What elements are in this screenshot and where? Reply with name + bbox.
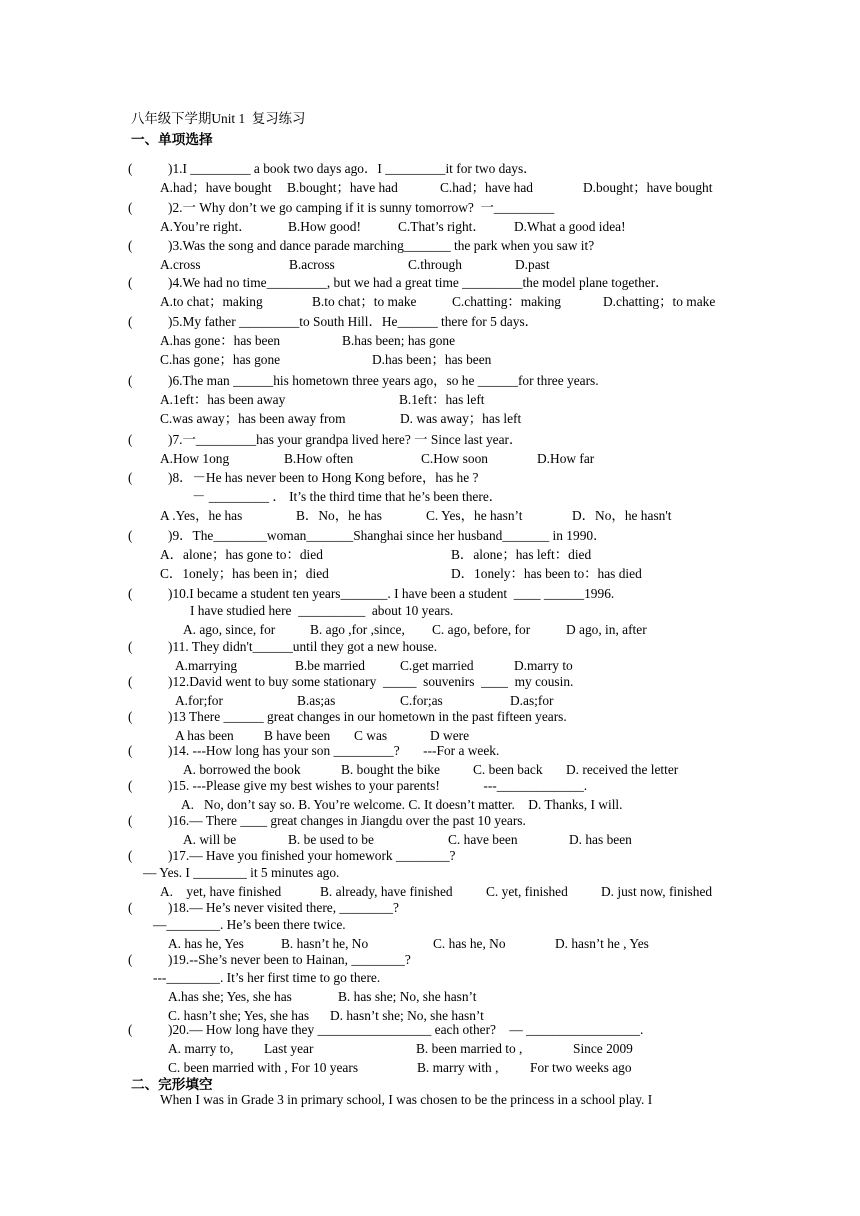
question-stem: )2.一 Why don’t we go camping if it is sunny tomorrow? 一_________ — [168, 200, 555, 215]
worksheet-title: 八年级下学期Unit 1 复习练习 — [131, 111, 306, 126]
answer-option: A. ago, since, for — [183, 622, 276, 637]
answer-option: A.marrying — [175, 658, 238, 673]
answer-option: B. be used to be — [288, 832, 374, 847]
question-subline: － _________ ． It’s the third time that he’s been there． — [192, 489, 503, 504]
question-subline: I have studied here __________ about 10 years. — [190, 603, 454, 618]
answer-blank-paren: ( — [128, 778, 133, 793]
answer-option: Last year — [264, 1041, 314, 1056]
answer-option: B. ago ,for ,since, — [310, 622, 405, 637]
cloze-passage-first-line: When I was in Grade 3 in primary school, I was chosen to be the princess in a school play. I — [160, 1092, 653, 1107]
answer-option: D.chatting；to make — [603, 294, 716, 309]
answer-option: D.past — [515, 257, 550, 272]
question-stem: )7.一_________has your grandpa lived here? 一 Since last year． — [168, 432, 523, 447]
answer-option: D. has been — [569, 832, 632, 847]
answer-option: A. has he, Yes — [168, 936, 244, 951]
answer-option: C. Yes，he hasn’t — [426, 508, 523, 523]
answer-option: A.has she; Yes, she has — [168, 989, 292, 1004]
answer-option: C.How soon — [421, 451, 488, 466]
answer-option: A.had；have bought — [160, 180, 272, 195]
question-stem: )19.--She’s never been to Hainan, ________? — [168, 952, 411, 967]
question-3 — [128, 237, 594, 255]
question-stem: )3.Was the song and dance parade marching_______ the park when you saw it? — [168, 238, 595, 253]
question-11 — [128, 638, 437, 656]
answer-option: D.has been；has been — [372, 352, 492, 367]
question-1 — [128, 160, 537, 178]
question-19 — [128, 951, 411, 969]
answer-blank-paren: ( — [128, 709, 133, 724]
answer-option: A has been — [175, 728, 234, 743]
question-stem: )8．－He has never been to Hong Kong before，has he ? — [168, 470, 479, 485]
answer-option: D were — [430, 728, 470, 743]
option-line — [160, 179, 860, 197]
answer-option: B.How good! — [288, 219, 361, 234]
answer-option: C. been married with , For 10 years — [168, 1060, 359, 1075]
answer-option: B.across — [289, 257, 335, 272]
question-5 — [128, 313, 538, 331]
answer-option: D.bought；have bought — [583, 180, 713, 195]
answer-option: D．1onely：has been to：has died — [451, 566, 642, 581]
answer-option: B. already, have finished — [320, 884, 453, 899]
question-stem: )12.David went to buy some stationary _____ souvenirs ____ my cousin. — [168, 674, 574, 689]
answer-blank-paren: ( — [128, 848, 133, 863]
answer-option: A．alone；has gone to：died — [160, 547, 323, 562]
question-stem: )15. ---Please give my best wishes to your parents! ---_____________. — [168, 778, 588, 793]
answer-option: C.was away；has been away from — [160, 411, 346, 426]
question-subline: ---________. It’s her first time to go there. — [153, 970, 381, 985]
question-8 — [128, 469, 479, 487]
option-line — [160, 507, 860, 525]
answer-option: B.bought；have had — [287, 180, 398, 195]
answer-option: D.marry to — [514, 658, 573, 673]
answer-option: C.for;as — [400, 693, 443, 708]
answer-option: A.You’re right． — [160, 219, 252, 234]
answer-option: D．No，he hasn't — [572, 508, 672, 523]
answer-option: A.to chat；making — [160, 294, 263, 309]
answer-blank-paren: ( — [128, 743, 133, 758]
answer-option: D ago, in, after — [566, 622, 647, 637]
answer-option: C. yet, finished — [486, 884, 568, 899]
answer-option: A.1eft：has been away — [160, 392, 286, 407]
answer-option: D. hasn’t he , Yes — [555, 936, 649, 951]
option-line — [160, 293, 860, 311]
answer-option: C.has gone；has gone — [160, 352, 281, 367]
answer-option: Since 2009 — [573, 1041, 633, 1056]
answer-option: A. marry to, — [168, 1041, 234, 1056]
answer-option: D.as;for — [510, 693, 554, 708]
question-stem: )13 There ______ great changes in our hometown in the past fifteen years. — [168, 709, 567, 724]
answer-blank-paren: ( — [128, 1022, 133, 1037]
question-20 — [128, 1021, 643, 1039]
answer-option: C was — [354, 728, 388, 743]
answer-option: A. borrowed the book — [183, 762, 301, 777]
answer-option: A.How 1ong — [160, 451, 230, 466]
answer-blank-paren: ( — [128, 161, 133, 176]
answer-option: A .Yes，he has — [160, 508, 243, 523]
question-9 — [128, 527, 606, 545]
question-stem: )11. They didn't______until they got a new house. — [168, 639, 438, 654]
question-18 — [128, 899, 399, 917]
answer-blank-paren: ( — [128, 373, 133, 388]
question-13 — [128, 708, 567, 726]
option-line — [160, 218, 860, 236]
question-stem: )16.— There ____ great changes in Jiangdu over the past 10 years. — [168, 813, 526, 828]
answer-blank-paren: ( — [128, 900, 133, 915]
answer-option: C.chatting：making — [452, 294, 561, 309]
question-2 — [128, 199, 554, 217]
answer-option: B.How often — [284, 451, 354, 466]
option-line — [160, 351, 860, 369]
answer-option: C. been back — [473, 762, 543, 777]
question-14 — [128, 742, 499, 760]
answer-option: B．alone；has left：died — [451, 547, 592, 562]
answer-option: A. will be — [183, 832, 237, 847]
option-line — [160, 546, 860, 564]
question-4 — [128, 274, 669, 292]
option-line — [160, 256, 860, 274]
answer-option: C.get married — [400, 658, 474, 673]
answer-option: A.cross — [160, 257, 201, 272]
answer-blank-paren: ( — [128, 813, 133, 828]
answer-option: C.through — [408, 257, 462, 272]
answer-option: B have been — [264, 728, 331, 743]
section-heading-cloze: 二、完形填空 — [131, 1077, 213, 1092]
question-7 — [128, 431, 522, 449]
answer-option: B.1eft：has left — [399, 392, 485, 407]
answer-option: D. just now, finished — [601, 884, 713, 899]
answer-option: D. received the letter — [566, 762, 679, 777]
answer-option: A.for;for — [175, 693, 223, 708]
answer-option: B. marry with , — [417, 1060, 499, 1075]
answer-option: For two weeks ago — [530, 1060, 632, 1075]
answer-option: B.to chat；to make — [312, 294, 417, 309]
answer-option: A. No, don’t say so. B. You’re welcome. C. It doesn’t matter. D. Thanks, I will. — [181, 797, 623, 812]
question-subline: — Yes. I ________ it 5 minutes ago. — [143, 865, 340, 880]
question-stem: )1.I _________ a book two days ago．I _________it for two days． — [168, 161, 537, 176]
question-16 — [128, 812, 526, 830]
answer-option: D. hasn’t she; No, she hasn’t — [330, 1008, 484, 1023]
answer-blank-paren: ( — [128, 432, 133, 447]
question-stem: )5.My father _________to South Hill．He______ there for 5 days． — [168, 314, 539, 329]
option-line — [160, 391, 860, 409]
answer-option: A. yet, have finished — [160, 884, 282, 899]
answer-blank-paren: ( — [128, 275, 133, 290]
answer-blank-paren: ( — [128, 586, 133, 601]
answer-blank-paren: ( — [128, 238, 133, 253]
answer-option: C.That’s right． — [398, 219, 486, 234]
answer-option: B. been married to , — [416, 1041, 523, 1056]
answer-option: B.has been; has gone — [342, 333, 456, 348]
question-stem: )10.I became a student ten years_______. I have been a student ____ ______1996. — [168, 586, 615, 601]
question-stem: )20.— How long have they _________________ each other? — _________________. — [168, 1022, 644, 1037]
answer-option: C. ago, before, for — [432, 622, 531, 637]
answer-blank-paren: ( — [128, 200, 133, 215]
answer-option: C. have been — [448, 832, 518, 847]
answer-blank-paren: ( — [128, 639, 133, 654]
question-stem: )4.We had no time_________, but we had a great time _________the model plane together． — [168, 275, 669, 290]
answer-option: B．No，he has — [296, 508, 382, 523]
question-12 — [128, 673, 573, 691]
answer-option: B.as;as — [297, 693, 336, 708]
answer-blank-paren: ( — [128, 470, 133, 485]
question-stem: )9．The________woman_______Shanghai since her husband_______ in 1990． — [168, 528, 607, 543]
answer-option: B. hasn’t he, No — [281, 936, 369, 951]
answer-option: C.had；have had — [440, 180, 533, 195]
answer-option: D.What a good idea! — [514, 219, 626, 234]
question-15 — [128, 777, 587, 795]
option-line — [183, 621, 860, 639]
question-stem: )6.The man ______his hometown three years ago，so he ______for three years. — [168, 373, 599, 388]
answer-option: B.be married — [295, 658, 365, 673]
question-stem: )18.— He’s never visited there, ________? — [168, 900, 399, 915]
question-6 — [128, 372, 599, 390]
option-line — [168, 1040, 860, 1058]
question-stem: )14. ---How long has your son _________? ---For a week. — [168, 743, 500, 758]
question-10 — [128, 585, 614, 603]
answer-option: D. was away；has left — [400, 411, 522, 426]
option-line — [160, 565, 860, 583]
answer-option: C．1onely；has been in；died — [160, 566, 329, 581]
answer-option: A.has gone：has been — [160, 333, 281, 348]
answer-option: D.How far — [537, 451, 595, 466]
answer-blank-paren: ( — [128, 952, 133, 967]
question-stem: )17.— Have you finished your homework ________? — [168, 848, 456, 863]
answer-blank-paren: ( — [128, 314, 133, 329]
answer-blank-paren: ( — [128, 528, 133, 543]
option-line — [168, 1059, 860, 1077]
question-subline: —________. He’s been there twice. — [153, 917, 346, 932]
answer-option: B. has she; No, she hasn’t — [338, 989, 477, 1004]
option-line — [160, 410, 860, 428]
answer-option: C. hasn’t she; Yes, she has — [168, 1008, 310, 1023]
option-line — [160, 450, 860, 468]
option-line — [168, 988, 860, 1006]
answer-blank-paren: ( — [128, 674, 133, 689]
answer-option: B. bought the bike — [341, 762, 440, 777]
question-17 — [128, 847, 455, 865]
answer-option: C. has he, No — [433, 936, 506, 951]
option-line — [160, 332, 860, 350]
section-heading-multiple-choice: 一、单项选择 — [131, 132, 213, 147]
